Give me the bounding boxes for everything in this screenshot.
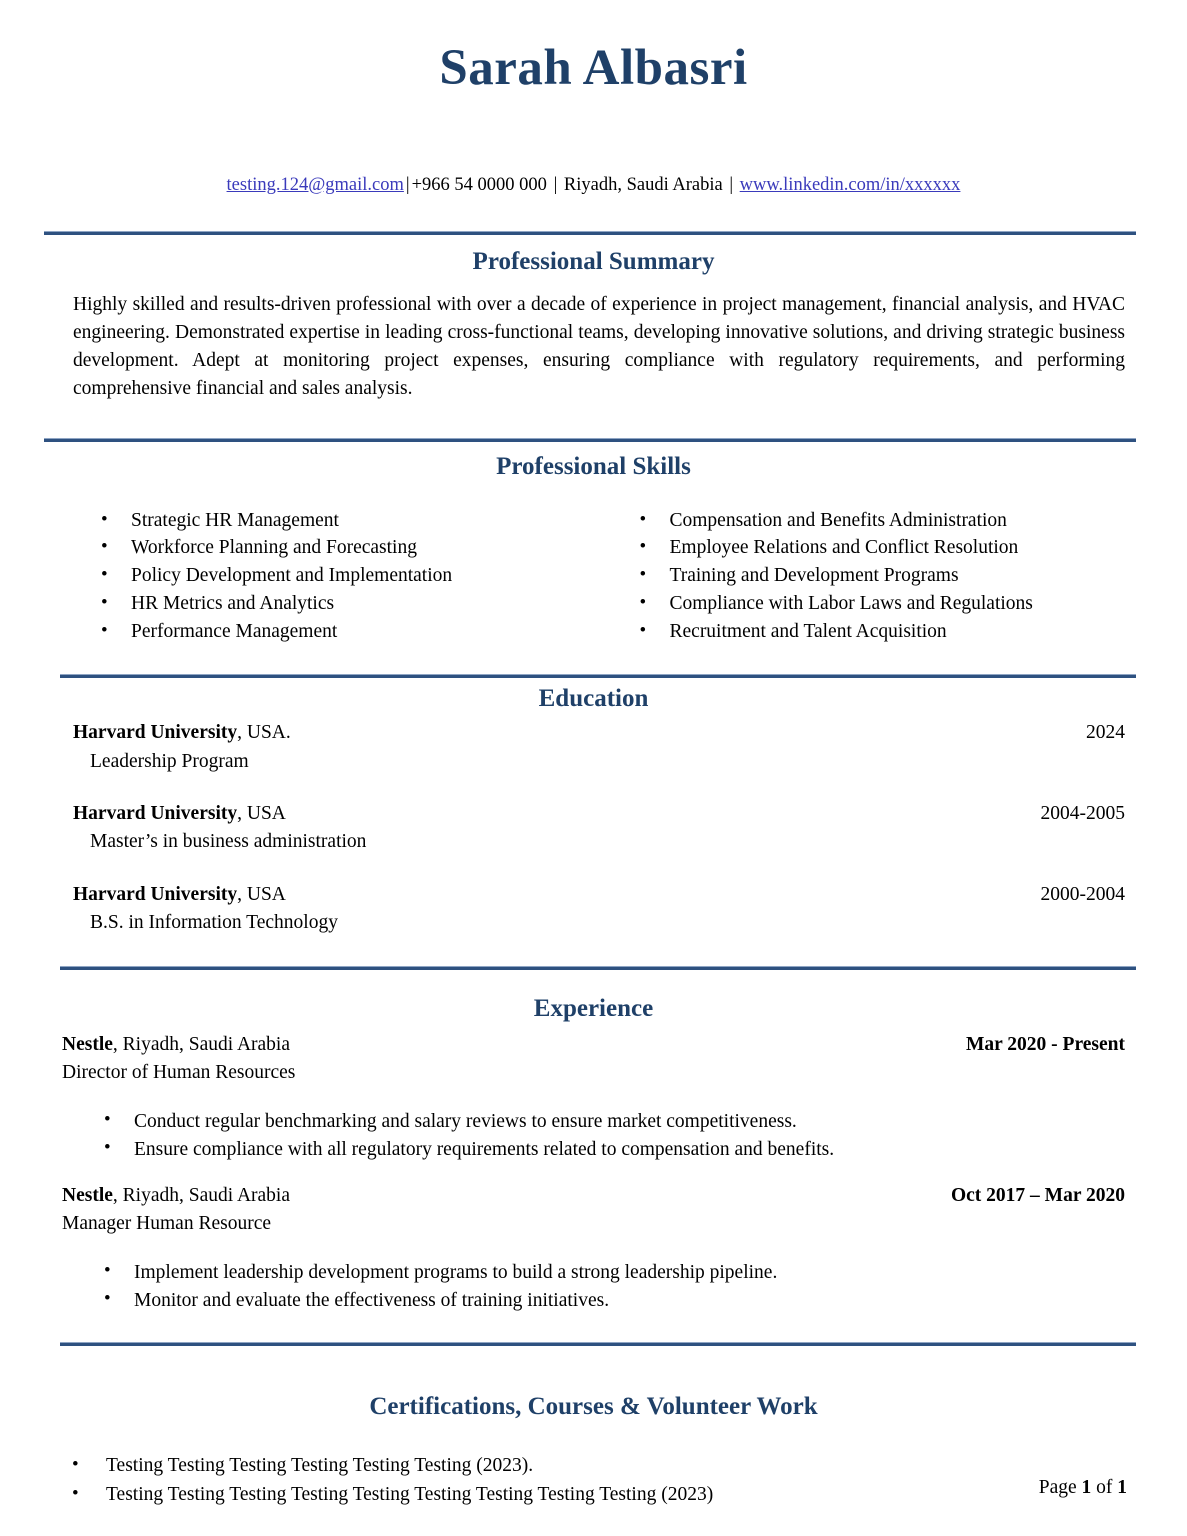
experience-bullet-text: Monitor and evaluate the effectiveness of training initiatives. xyxy=(134,1289,610,1311)
section-heading-experience: Experience xyxy=(533,995,654,1023)
skill-label: Performance Management xyxy=(131,620,338,642)
list-item xyxy=(95,535,594,562)
education-entry-header xyxy=(73,801,1125,826)
experience-entry xyxy=(62,1183,1125,1314)
skills-columns xyxy=(40,508,1147,647)
skill-label: Training and Development Programs xyxy=(669,565,959,587)
experience-bullets xyxy=(62,1259,1125,1314)
education-school: Harvard University xyxy=(73,802,238,824)
education-place: , USA xyxy=(237,802,286,824)
experience-list xyxy=(62,1032,1125,1314)
list-item xyxy=(634,591,1148,618)
section-divider-experience xyxy=(60,966,1136,970)
list-item xyxy=(634,563,1148,590)
list-item xyxy=(98,1108,1125,1136)
contact-separator-2: | xyxy=(553,174,558,195)
list-item xyxy=(634,508,1148,535)
list-item xyxy=(95,563,594,590)
skill-label: Compliance with Labor Laws and Regulations xyxy=(669,592,1033,614)
education-entry xyxy=(73,882,1125,937)
email-link[interactable]: testing.124@gmail.com xyxy=(226,174,404,195)
section-divider-education xyxy=(60,674,1136,678)
list-item xyxy=(95,508,594,535)
education-institution-line xyxy=(73,801,286,826)
page-title: Sarah Albasri xyxy=(439,40,748,96)
experience-dates: Oct 2017 – Mar 2020 xyxy=(950,1185,1125,1207)
skills-column-right xyxy=(594,508,1148,647)
section-heading-skills: Professional Skills xyxy=(496,452,691,480)
education-degree: Leadership Program xyxy=(90,750,249,772)
page-footer xyxy=(1039,1477,1127,1499)
section-divider-certifications xyxy=(60,1342,1136,1346)
education-list xyxy=(73,720,1125,936)
footer-total-pages: 1 xyxy=(1117,1477,1127,1498)
experience-bullet-text: Conduct regular benchmarking and salary reviews to ensure market competitiveness. xyxy=(134,1110,797,1132)
education-degree: B.S. in Information Technology xyxy=(90,911,338,933)
education-entry xyxy=(73,720,1125,775)
list-item xyxy=(634,535,1148,562)
skill-label: Strategic HR Management xyxy=(131,509,339,531)
certifications-list xyxy=(0,1452,1187,1509)
experience-company-line xyxy=(62,1032,290,1057)
education-place: , USA. xyxy=(237,722,291,744)
certification-text: Testing Testing Testing Testing Testing Testing (2023). xyxy=(106,1455,534,1477)
list-item xyxy=(98,1287,1125,1315)
education-year: 2000-2004 xyxy=(1040,883,1125,905)
contact-separator-3: | xyxy=(729,174,734,195)
skill-label: Policy Development and Implementation xyxy=(131,565,453,587)
experience-entry-header xyxy=(62,1032,1125,1057)
list-item xyxy=(66,1452,1187,1481)
skills-column-left xyxy=(40,508,594,647)
experience-company-line xyxy=(62,1183,290,1208)
section-heading-certifications: Certifications, Courses & Volunteer Work xyxy=(369,1393,818,1421)
experience-place: , Riyadh, Saudi Arabia xyxy=(112,1034,291,1056)
experience-job-title: Director of Human Resources xyxy=(62,1061,296,1083)
list-item xyxy=(98,1259,1125,1287)
linkedin-link[interactable]: www.linkedin.com/in/xxxxxx xyxy=(739,174,961,195)
list-item xyxy=(95,591,594,618)
skill-label: Employee Relations and Conflict Resolution xyxy=(669,537,1019,559)
skill-label: Workforce Planning and Forecasting xyxy=(131,537,417,559)
experience-bullets xyxy=(62,1108,1125,1163)
education-year: 2024 xyxy=(1086,722,1125,744)
experience-place: , Riyadh, Saudi Arabia xyxy=(112,1185,291,1207)
education-place: , USA xyxy=(237,883,286,905)
education-entry xyxy=(73,801,1125,856)
phone-text: +966 54 0000 000 xyxy=(411,174,547,195)
education-year: 2004-2005 xyxy=(1040,802,1125,824)
experience-dates: Mar 2020 - Present xyxy=(965,1034,1125,1056)
skills-list-right xyxy=(634,508,1148,646)
certification-text: Testing Testing Testing Testing Testing Testing Testing Testing Testing (2023) xyxy=(106,1483,714,1505)
footer-prefix: Page xyxy=(1038,1477,1082,1498)
skill-label: Compensation and Benefits Administration xyxy=(669,509,1007,531)
education-school: Harvard University xyxy=(73,883,238,905)
section-heading-education: Education xyxy=(538,685,649,713)
education-institution-line xyxy=(73,882,286,907)
education-institution-line xyxy=(73,720,291,745)
experience-bullet-text: Implement leadership development programs to build a strong leadership pipeline. xyxy=(134,1261,778,1283)
education-degree: Master’s in business administration xyxy=(90,831,367,853)
summary-text: Highly skilled and results-driven professional with over a decade of experience in project management, financial analysis, and HVAC engineering. Demonstrated expertise in leading cross-functional teams, developing innovative solutions, and driving strategic business development. Adept at monitoring project expenses, ensuring compliance with regulatory requirements, and performing comprehensive financial and sales analysis. xyxy=(73,293,1125,400)
experience-company: Nestle xyxy=(62,1034,113,1056)
list-item xyxy=(634,619,1148,646)
location-text: Riyadh, Saudi Arabia xyxy=(563,174,723,195)
section-heading-summary: Professional Summary xyxy=(472,247,715,275)
education-school: Harvard University xyxy=(73,722,238,744)
list-item xyxy=(95,619,594,646)
education-entry-header xyxy=(73,882,1125,907)
experience-job-title: Manager Human Resource xyxy=(62,1212,272,1234)
experience-company: Nestle xyxy=(62,1185,113,1207)
list-item xyxy=(66,1481,1187,1510)
experience-bullet-text: Ensure compliance with all regulatory requirements related to compensation and benefits. xyxy=(134,1138,835,1160)
footer-middle: of xyxy=(1091,1477,1118,1498)
skill-label: HR Metrics and Analytics xyxy=(131,592,335,614)
skill-label: Recruitment and Talent Acquisition xyxy=(669,620,947,642)
education-entry-header xyxy=(73,720,1125,745)
footer-current-page: 1 xyxy=(1081,1477,1092,1498)
section-divider-skills xyxy=(44,438,1136,442)
contact-line xyxy=(0,174,1187,197)
experience-entry xyxy=(62,1032,1125,1163)
section-divider-summary xyxy=(44,231,1136,235)
experience-entry-header xyxy=(62,1183,1125,1208)
contact-separator-1: | xyxy=(405,174,410,195)
list-item xyxy=(98,1136,1125,1164)
skills-list-left xyxy=(95,508,594,646)
